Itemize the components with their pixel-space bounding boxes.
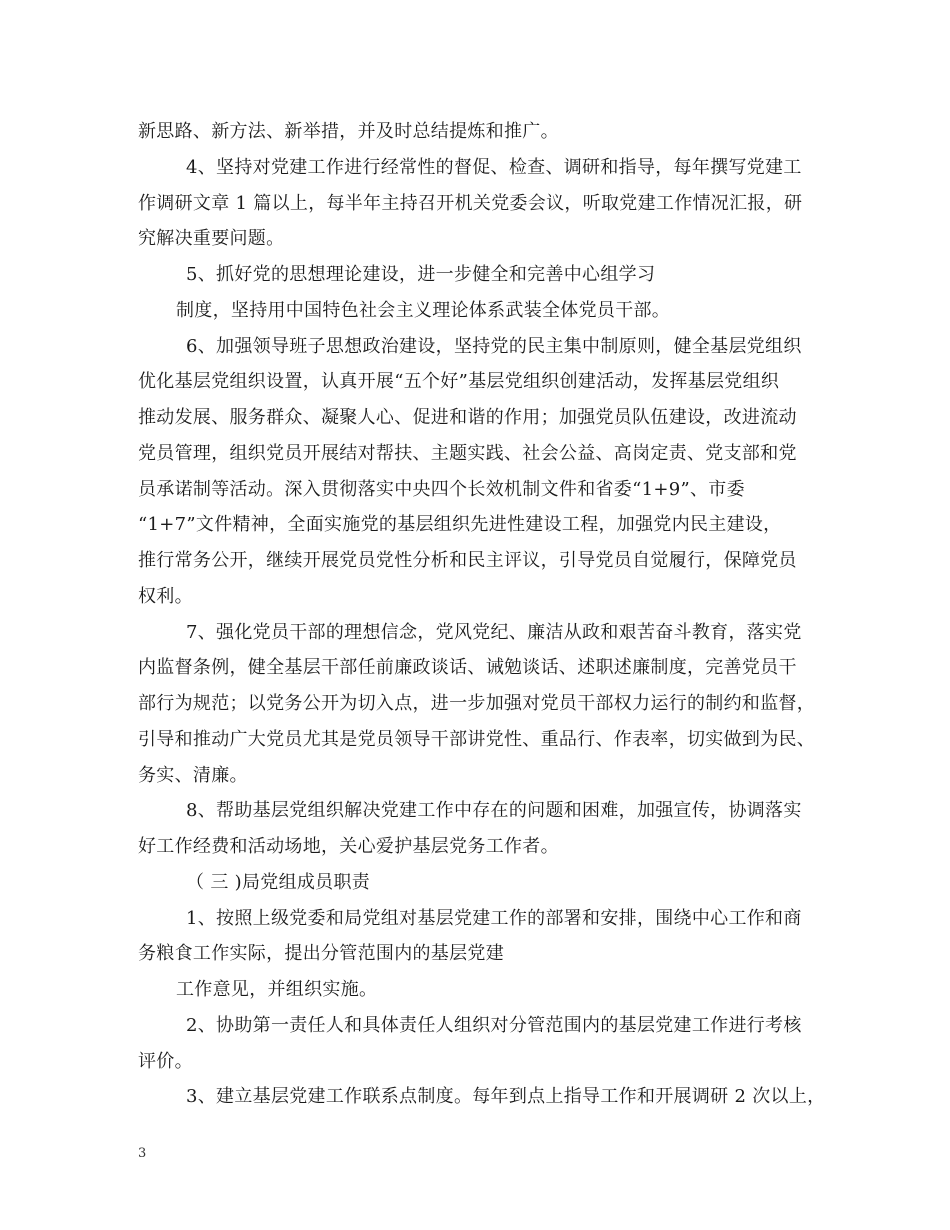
text-line: 员承诺制等活动。深入贯彻落实中央四个长效机制文件和省委“1+9”、市委 — [138, 479, 745, 500]
text-line: 究解决重要问题。 — [138, 228, 285, 249]
text-line: 8、帮助基层党组织解决党建工作中存在的问题和困难，加强宣传，协调落实 — [186, 800, 802, 821]
text-line: 制度，坚持用中国特色社会主义理论体系武装全体党员干部。 — [176, 300, 671, 321]
text-line: 好工作经费和活动场地，关心爱护基层党务工作者。 — [138, 836, 559, 857]
text-line: 2、协助第一责任人和具体责任人组织对分管范围内的基层党建工作进行考核 — [186, 1015, 802, 1036]
text-line: 7、强化党员干部的理想信念，党风党纪、廉洁从政和艰苦奋斗教育，落实党 — [186, 622, 802, 643]
text-line: 作调研文章 1 篇以上，每半年主持召开机关党委会议，听取党建工作情况汇报，研 — [138, 193, 803, 214]
text-line: 优化基层党组织设置，认真开展“五个好”基层党组织创建活动，发挥基层党组织 — [138, 371, 780, 392]
text-line: 1、按照上级党委和局党组对基层党建工作的部署和安排，围绕中心工作和商 — [186, 908, 802, 929]
text-line: 评价。 — [138, 1051, 193, 1072]
text-line: 部行为规范；以党务公开为切入点，进一步加强对党员干部权力运行的制约和监督， — [138, 693, 816, 714]
text-line: 务粮食工作实际，提出分管范围内的基层党建 — [138, 943, 504, 964]
section-heading: （ 三 )局党组成员职责 — [186, 872, 371, 893]
text-line: 权利。 — [138, 586, 193, 607]
page-number: 3 — [138, 1146, 147, 1161]
text-line: 推行常务公开，继续开展党员党性分析和民主评议，引导党员自觉履行，保障党员 — [138, 550, 797, 571]
text-line: 5、抓好党的思想理论建设，进一步健全和完善中心组学习 — [186, 264, 656, 285]
text-line: 党员管理，组织党员开展结对帮扶、主题实践、社会公益、高岗定责、党支部和党 — [138, 443, 797, 464]
text-line: 3、建立基层党建工作联系点制度。每年到点上指导工作和开展调研 2 次以上， — [186, 1086, 826, 1107]
text-line: 6、加强领导班子思想政治建设，坚持党的民主集中制原则，健全基层党组织 — [186, 336, 802, 357]
text-line: “1+7”文件精神，全面实施党的基层组织先进性建设工程，加强党内民主建设， — [138, 514, 782, 535]
text-line: 推动发展、服务群众、凝聚人心、促进和谐的作用；加强党员队伍建设，改进流动 — [138, 407, 797, 428]
text-line: 务实、清廉。 — [138, 765, 248, 786]
text-line: 内监督条例，健全基层干部任前廉政谈话、诫勉谈话、述职述廉制度，完善党员干 — [138, 657, 797, 678]
text-line: 引导和推动广大党员尤其是党员领导干部讲党性、重品行、作表率，切实做到为民、 — [138, 729, 816, 750]
text-line: 4、坚持对党建工作进行经常性的督促、检查、调研和指导，每年撰写党建工 — [186, 157, 802, 178]
text-line: 新思路、新方法、新举措，并及时总结提炼和推广。 — [138, 121, 559, 142]
text-line: 工作意见，并组织实施。 — [176, 979, 378, 1000]
